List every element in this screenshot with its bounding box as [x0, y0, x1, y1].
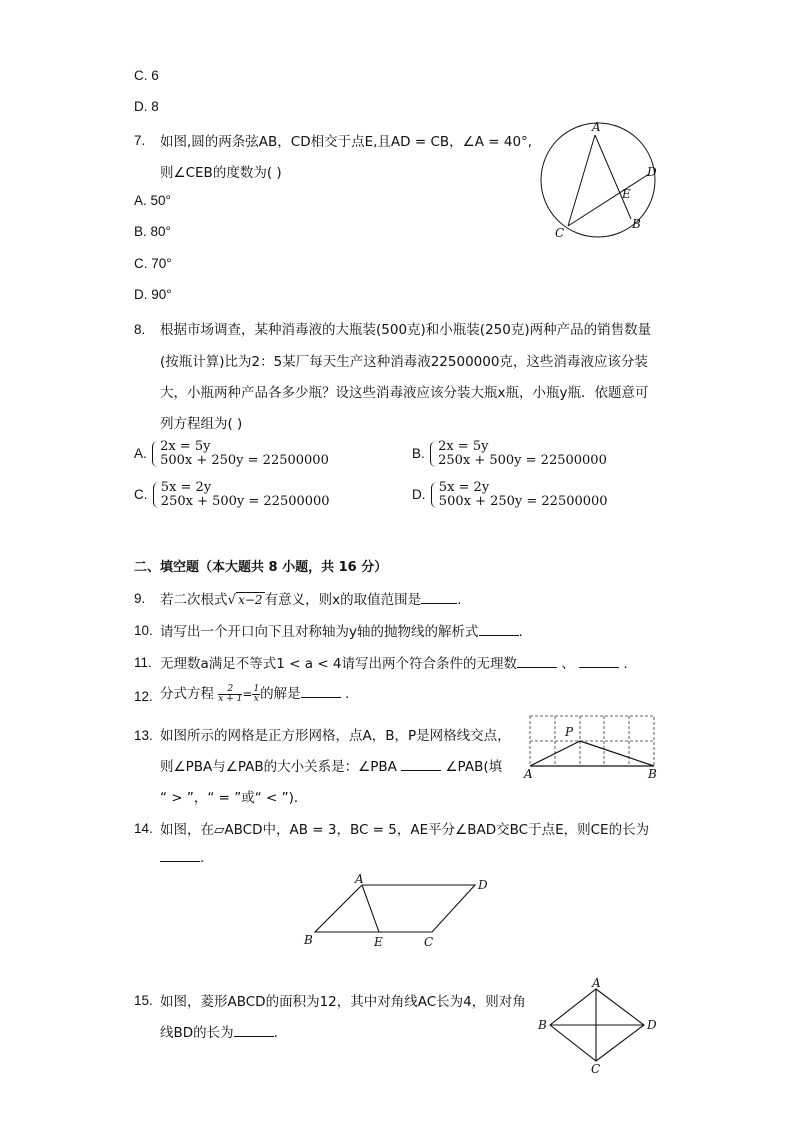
segment-pb — [580, 741, 654, 766]
q9-end: . — [457, 592, 462, 608]
q12-post: 的解是 — [260, 686, 301, 702]
answer-blank-1[interactable] — [517, 655, 557, 668]
q12-pre: 分式方程 — [160, 686, 214, 702]
fraction-2-den: x — [253, 693, 259, 704]
label-p: P — [565, 725, 574, 739]
label-e: E — [622, 187, 631, 201]
q8-line1: 根据市场调查，某种消毒液的大瓶装(500克)和小瓶装(250克)两种产品的销售数量 — [160, 322, 652, 338]
label-d: D — [647, 1018, 657, 1032]
option-label: D. — [412, 487, 426, 502]
fraction-1-den: x + 1 — [218, 693, 243, 704]
answer-blank[interactable] — [421, 591, 457, 604]
q11-end: . — [623, 656, 628, 672]
q7-option-a: A. 50° — [134, 193, 171, 208]
q8-option-b — [412, 440, 607, 468]
q7-option-c: C. 70° — [134, 256, 172, 271]
q14-line1: 如图，在▱ABCD中，AB = 3，BC = 5，AE平分∠BAD交BC于点E，则CE的长为 — [160, 822, 650, 838]
label-d: D — [647, 165, 657, 179]
q15-rhombus-figure — [536, 977, 666, 1077]
label-b: B — [538, 1018, 547, 1032]
q8-line4: 列方程组为( ) — [160, 416, 243, 432]
label-b: B — [304, 933, 313, 947]
q13-grid-figure — [522, 712, 662, 782]
q13-line1: 如图所示的网格是正方形网格，点A，B，P是网格线交点， — [160, 728, 511, 744]
q8-line2: (按瓶计算)比为2：5某厂每天生产这种消毒液22500000克，这些消毒液应该分装 — [160, 354, 648, 370]
chord-ab — [595, 135, 631, 219]
q13-line2 — [160, 755, 502, 775]
q9-post: 有意义，则x的取值范围是 — [264, 592, 422, 608]
equation-2: 250x + 500y = 22500000 — [438, 453, 607, 468]
q15-end: . — [273, 1025, 278, 1041]
q7-option-b: B. 80° — [134, 224, 171, 239]
q11-number: 11. — [134, 655, 152, 670]
q10-text — [160, 620, 523, 640]
q14-line2 — [160, 849, 204, 866]
q10-body: 请写出一个开口向下且对称轴为y轴的抛物线的解析式 — [160, 624, 479, 640]
answer-blank[interactable] — [479, 623, 519, 636]
q13-line2-pre: 则∠PBA与∠PAB的大小关系是：∠PBA — [160, 759, 397, 775]
q11-body: 无理数a满足不等式1 < a < 4请写出两个符合条件的无理数 — [160, 656, 518, 672]
q11-sep: 、 — [561, 656, 575, 672]
equation-1: 5x = 2y — [438, 480, 490, 495]
q13-line2-post: ∠PAB(填 — [445, 759, 503, 775]
chord-ac — [568, 135, 595, 226]
equation-1: 5x = 2y — [160, 480, 212, 495]
q12-eq: = — [242, 687, 253, 701]
equation-system — [152, 481, 330, 509]
q14-parallelogram-figure — [300, 870, 500, 952]
q13-number: 13. — [134, 728, 153, 743]
label-a: A — [592, 120, 601, 134]
q8-number: 8. — [134, 322, 146, 337]
q8-option-d — [412, 481, 608, 509]
q12-end: . — [344, 686, 350, 702]
q7-circle-figure — [538, 118, 668, 242]
equation-1: 2x = 5y — [438, 439, 489, 454]
equation-2: 500x + 250y = 22500000 — [160, 453, 329, 468]
q15-line1: 如图，菱形ABCD的面积为12，其中对角线AC长为4，则对角 — [160, 994, 526, 1010]
q14-number: 14. — [134, 821, 153, 836]
q11-text — [160, 652, 628, 672]
q7-line1: 如图,圆的两条弦AB，CD相交于点E,且AD = CB，∠A = 40°, — [160, 134, 533, 150]
prev-option-c: C. 6 — [134, 68, 159, 83]
q10-number: 10. — [134, 623, 153, 638]
q15-number: 15. — [134, 993, 153, 1008]
fraction-1-num: 2 — [218, 685, 242, 695]
label-c: C — [424, 935, 434, 949]
label-b: B — [632, 217, 641, 231]
equation-1: 2x = 5y — [160, 439, 211, 454]
option-label: C. — [134, 487, 148, 502]
q9-pre: 若二次根式 — [160, 592, 228, 608]
prev-option-d: D. 8 — [134, 99, 159, 114]
fraction-2-num: 1 — [253, 683, 260, 694]
equation-system — [429, 440, 607, 468]
q9-radicand: x−2 — [238, 593, 263, 607]
label-e: E — [374, 935, 383, 949]
q8-option-c — [134, 481, 330, 509]
dashed-grid — [530, 716, 654, 766]
equation-system — [430, 481, 608, 509]
q15-line2 — [160, 1021, 278, 1041]
section-title: 二、填空题（本大题共 8 小题，共 16 分） — [134, 560, 388, 575]
q7-number: 7. — [134, 133, 146, 148]
answer-blank[interactable] — [160, 849, 200, 862]
label-c: C — [555, 226, 565, 240]
q7-line2: 则∠CEB的度数为( ) — [160, 165, 282, 181]
option-label: B. — [412, 446, 425, 461]
q9-text — [160, 588, 461, 608]
segment-ae — [362, 885, 379, 932]
q12-text — [160, 682, 349, 704]
q13-line3: “ > ”，“ = ”或“ < ”)． — [160, 790, 308, 806]
q14-end: . — [200, 850, 205, 866]
answer-blank[interactable] — [401, 758, 441, 771]
sqrt-sign: √ — [227, 592, 237, 608]
parallelogram-abcd — [315, 885, 475, 932]
answer-blank-2[interactable] — [579, 655, 619, 668]
fraction-1 — [218, 685, 242, 704]
label-a: A — [592, 977, 601, 990]
q15-line2-text: 线BD的长为 — [160, 1025, 234, 1041]
q7-option-d: D. 90° — [134, 287, 172, 302]
option-label: A. — [134, 446, 147, 461]
fraction-2 — [252, 685, 260, 704]
label-c: C — [591, 1062, 601, 1076]
q8-option-a — [134, 440, 329, 468]
label-a: A — [355, 872, 364, 886]
equation-system — [151, 440, 329, 468]
label-d: D — [478, 878, 488, 892]
q8-line3: 大，小瓶两种产品各多少瓶？设这些消毒液应该分装大瓶x瓶，小瓶y瓶．依题意可 — [160, 385, 649, 401]
equation-2: 250x + 500y = 22500000 — [160, 494, 330, 509]
q9-number: 9. — [134, 591, 146, 606]
label-a: A — [524, 767, 533, 781]
label-b: B — [648, 767, 657, 781]
answer-blank[interactable] — [301, 685, 341, 698]
q10-end: . — [518, 624, 523, 640]
equation-2: 500x + 250y = 22500000 — [438, 494, 608, 509]
answer-blank[interactable] — [234, 1024, 274, 1037]
q12-number: 12. — [134, 689, 153, 704]
